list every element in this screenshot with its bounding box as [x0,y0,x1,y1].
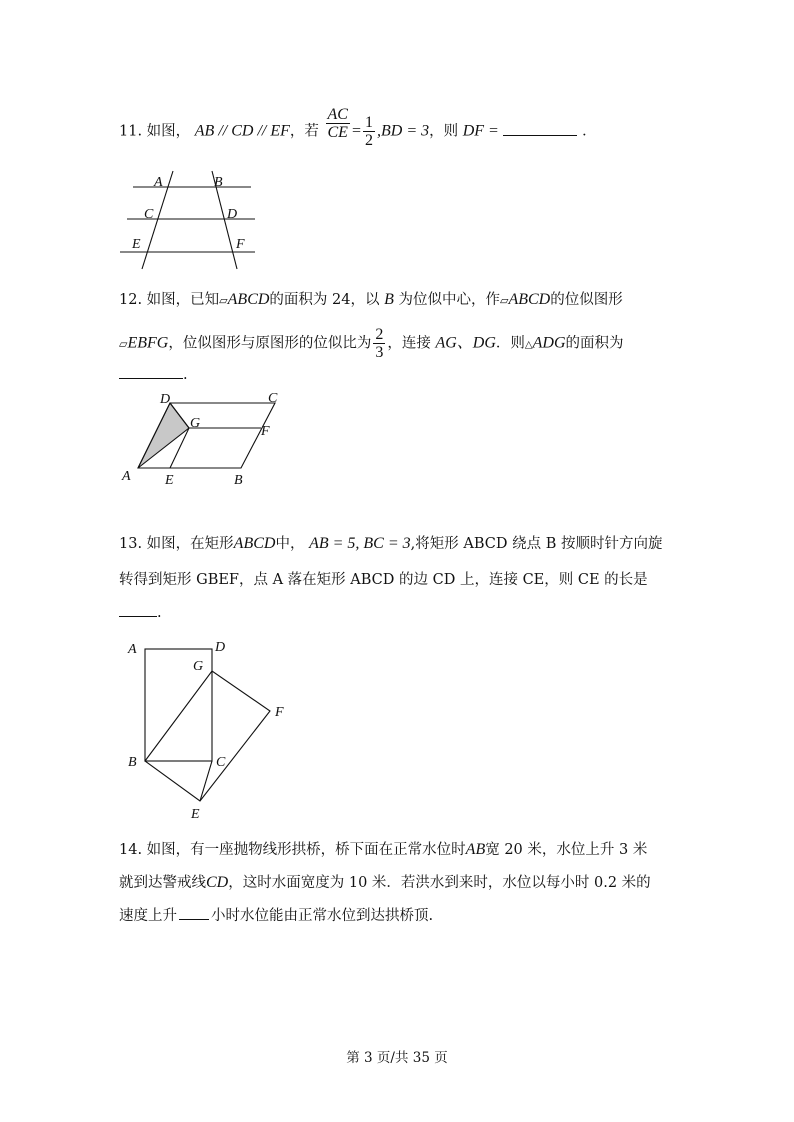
q13-label-a: A [128,642,137,657]
q12-number: 12. [119,292,143,308]
q11-fraction-half [363,114,375,149]
q14-cd: CD [206,874,229,891]
q14-text6: 小时水位能由正常水位到达拱桥顶. [211,908,434,924]
q14-text1: 如图，有一座抛物线形拱桥，桥下面在正常水位时 [146,842,466,858]
q14-number: 14. [119,842,143,858]
q13-label-g: G [193,659,204,674]
q13-figure [120,636,300,826]
q11-ruo: 若 [304,123,319,140]
q12-ag-dg: AG、DG [435,334,496,352]
q14-text5: 速度上升 [119,908,177,924]
q12-label-f: F [261,424,270,439]
q12-b: B [384,291,394,308]
q13-label-d: D [215,640,226,655]
q12-ratio-num: 2 [375,326,384,343]
q13-text4: 转得到矩形 GBEF，点 A 落在矩形 ABCD 的边 CD 上，连接 CE，则 CE 的长是 [119,572,648,588]
q12-figure [115,390,300,490]
q11-frac-den: CE [327,123,348,141]
q11-text: 如图， [146,123,191,140]
q11-label-c: C [144,207,154,222]
q11-label-a: A [154,175,163,190]
q12-adg: ADG [532,334,566,352]
q12-text7: ．则 [495,335,525,352]
q12-text8: 的面积为 [565,335,624,352]
q13-line1 [119,534,662,554]
q13-abcd: ABCD [233,535,276,552]
q12-line3 [119,364,188,385]
q13-number: 13. [119,536,143,552]
q11-then: ，则 [429,123,459,140]
q14-line2 [119,873,651,893]
q11-label-b: B [214,175,223,190]
q12-parallelogram-icon-3: ▱ [119,337,128,351]
q12-answer-blank[interactable] [119,364,183,379]
q13-label-b: B [128,755,137,770]
q13-answer-blank[interactable] [119,602,157,617]
q12-abcd-2: ABCD [508,291,551,308]
q11-answer-blank[interactable] [503,121,577,136]
q12-text6: ，连接 [387,335,431,352]
q12-abcd: ABCD [227,291,270,308]
q14-text2: 宽 20 米，水位上升 3 米 [485,842,648,858]
q11-period: ． [582,123,597,140]
q12-ratio-den: 3 [375,344,384,361]
q11-df: DF = [462,122,499,140]
q12-text1: 如图，已知 [146,292,220,308]
q11-comma: ， [289,123,305,140]
q12-label-a: A [122,469,131,484]
q12-ratio-fraction [373,326,385,361]
q13-label-f: F [275,705,284,720]
q11-half-num: 1 [364,114,373,131]
q14-text3: 就到达警戒线 [119,875,206,891]
q12-label-c: C [268,391,278,406]
q12-parallelogram-icon: ▱ [219,294,228,307]
q11-number: 11. [119,123,143,140]
q12-triangle-icon: △ [524,339,533,351]
q12-label-d: D [160,392,171,407]
q12-ebfg: EBFG [127,334,169,352]
q13-text2: 中， [275,536,305,552]
q11-bd: ,BD = 3 [376,122,430,140]
q11-eq: = [351,122,361,140]
q13-line2 [119,570,648,590]
q11-fraction-ac-ce [326,106,350,141]
q12-text5: ，位似图形与原图形的位似比为 [168,335,372,352]
q12-text3: 为位似中心，作 [398,292,500,308]
q12-parallelogram-icon-2: ▱ [499,294,509,307]
q12-line1 [119,290,623,311]
q11-frac-num: AC [327,105,348,123]
q13-text1: 如图，在矩形 [146,536,234,552]
page-footer: 第 3 页/共 35 页 [346,1050,448,1066]
q13-label-e: E [191,807,200,822]
q11-label-f: F [236,237,245,252]
q14-text4: ，这时水面宽度为 10 米．若洪水到来时，水位以每小时 0.2 米的 [228,875,651,891]
q14-line1 [119,840,647,860]
q13-line3 [119,602,162,623]
q14-line3 [119,905,433,926]
q13-given: AB = 5, BC = 3 [309,535,411,552]
q12-label-b: B [234,473,243,488]
q13-period: . [157,605,162,621]
q11-label-d: D [227,207,238,222]
q13-text3: ,将矩形 ABCD 绕点 B 按顺时针方向旋 [410,536,663,552]
q11-half-den: 2 [364,132,373,149]
q12-text2: 的面积为 24，以 [269,292,380,308]
q11-parallel: AB // CD // EF [194,122,290,140]
q12-text4: 的位似图形 [550,292,623,308]
q12-label-e: E [165,473,174,488]
q14-answer-blank[interactable] [179,905,209,920]
q12-label-g: G [190,416,201,431]
q11-label-e: E [132,237,141,252]
q12-line2 [119,326,624,361]
q11-figure [115,168,265,276]
q14-ab: AB [465,841,486,858]
q12-period: . [183,367,188,383]
q11-line [119,105,597,149]
q13-label-c: C [216,755,226,770]
